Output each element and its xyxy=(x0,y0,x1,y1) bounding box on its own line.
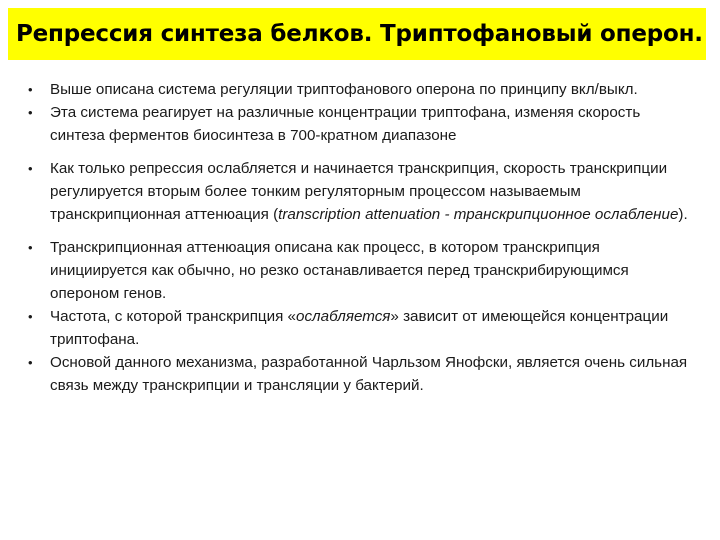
slide-title: Репрессия синтеза белков. Триптофановый оперон. xyxy=(16,21,703,47)
bullet-text: Частота, с которой транскрипция « xyxy=(50,308,297,325)
bullet-group-1 xyxy=(24,78,694,147)
bullet-item xyxy=(24,78,694,101)
bullet-icon: • xyxy=(28,309,33,324)
slide-body xyxy=(24,78,694,397)
italic-term: ослабляется xyxy=(296,308,391,325)
bullet-icon: • xyxy=(28,161,33,176)
bullet-item xyxy=(24,101,694,147)
bullet-item: • Как только репрессия ослабляется и начинается транскрипция, скорость транскрипции регулируется вторым более тонким регуляторным процессом называемым транскрипционная аттенюация (transcription attenuation - транскрипционное ослабление). xyxy=(24,157,694,226)
bullet-icon: • xyxy=(28,240,33,255)
bullet-icon: • xyxy=(28,82,33,97)
term-highlight: транскрипционная аттенюация xyxy=(50,206,269,223)
bullet-group-2 xyxy=(24,157,694,226)
bullet-group-3 xyxy=(24,236,694,397)
bullet-text: Транскрипционная аттенюация описана как процесс, в котором транскрипция инициируется как обычно, но резко останавливается перед транскрибирующимся опероном генов. xyxy=(50,239,629,302)
title-bar xyxy=(8,8,706,60)
bullet-item xyxy=(24,351,694,397)
bullet-text: Основой данного механизма, разработанной Чарльзом Янофски, является очень сильная связь между транскрипции и трансляции у бактерий. xyxy=(50,354,688,394)
bullet-item: • Частота, с которой транскрипция «ослабляется» зависит от имеющейся концентрации триптофана. xyxy=(24,305,694,351)
italic-term: transcription attenuation - транскрипционное ослабление xyxy=(278,206,679,223)
bullet-icon: • xyxy=(28,355,33,370)
bullet-item xyxy=(24,236,694,305)
bullet-icon: • xyxy=(28,105,33,120)
bullet-text: Выше описана система регуляции триптофанового оперона по принципу вкл/выкл. xyxy=(50,81,638,98)
bullet-text: Эта система реагирует на различные концентрации триптофана, изменяя скорость синтеза ферментов биосинтеза в 700-кратном диапазоне xyxy=(50,104,641,144)
bullet-text: Как только репрессия ослабляется и начинается транскрипция, скорость транскрипции регулируется вторым более тонким регуляторным процессом называемым xyxy=(50,160,668,200)
